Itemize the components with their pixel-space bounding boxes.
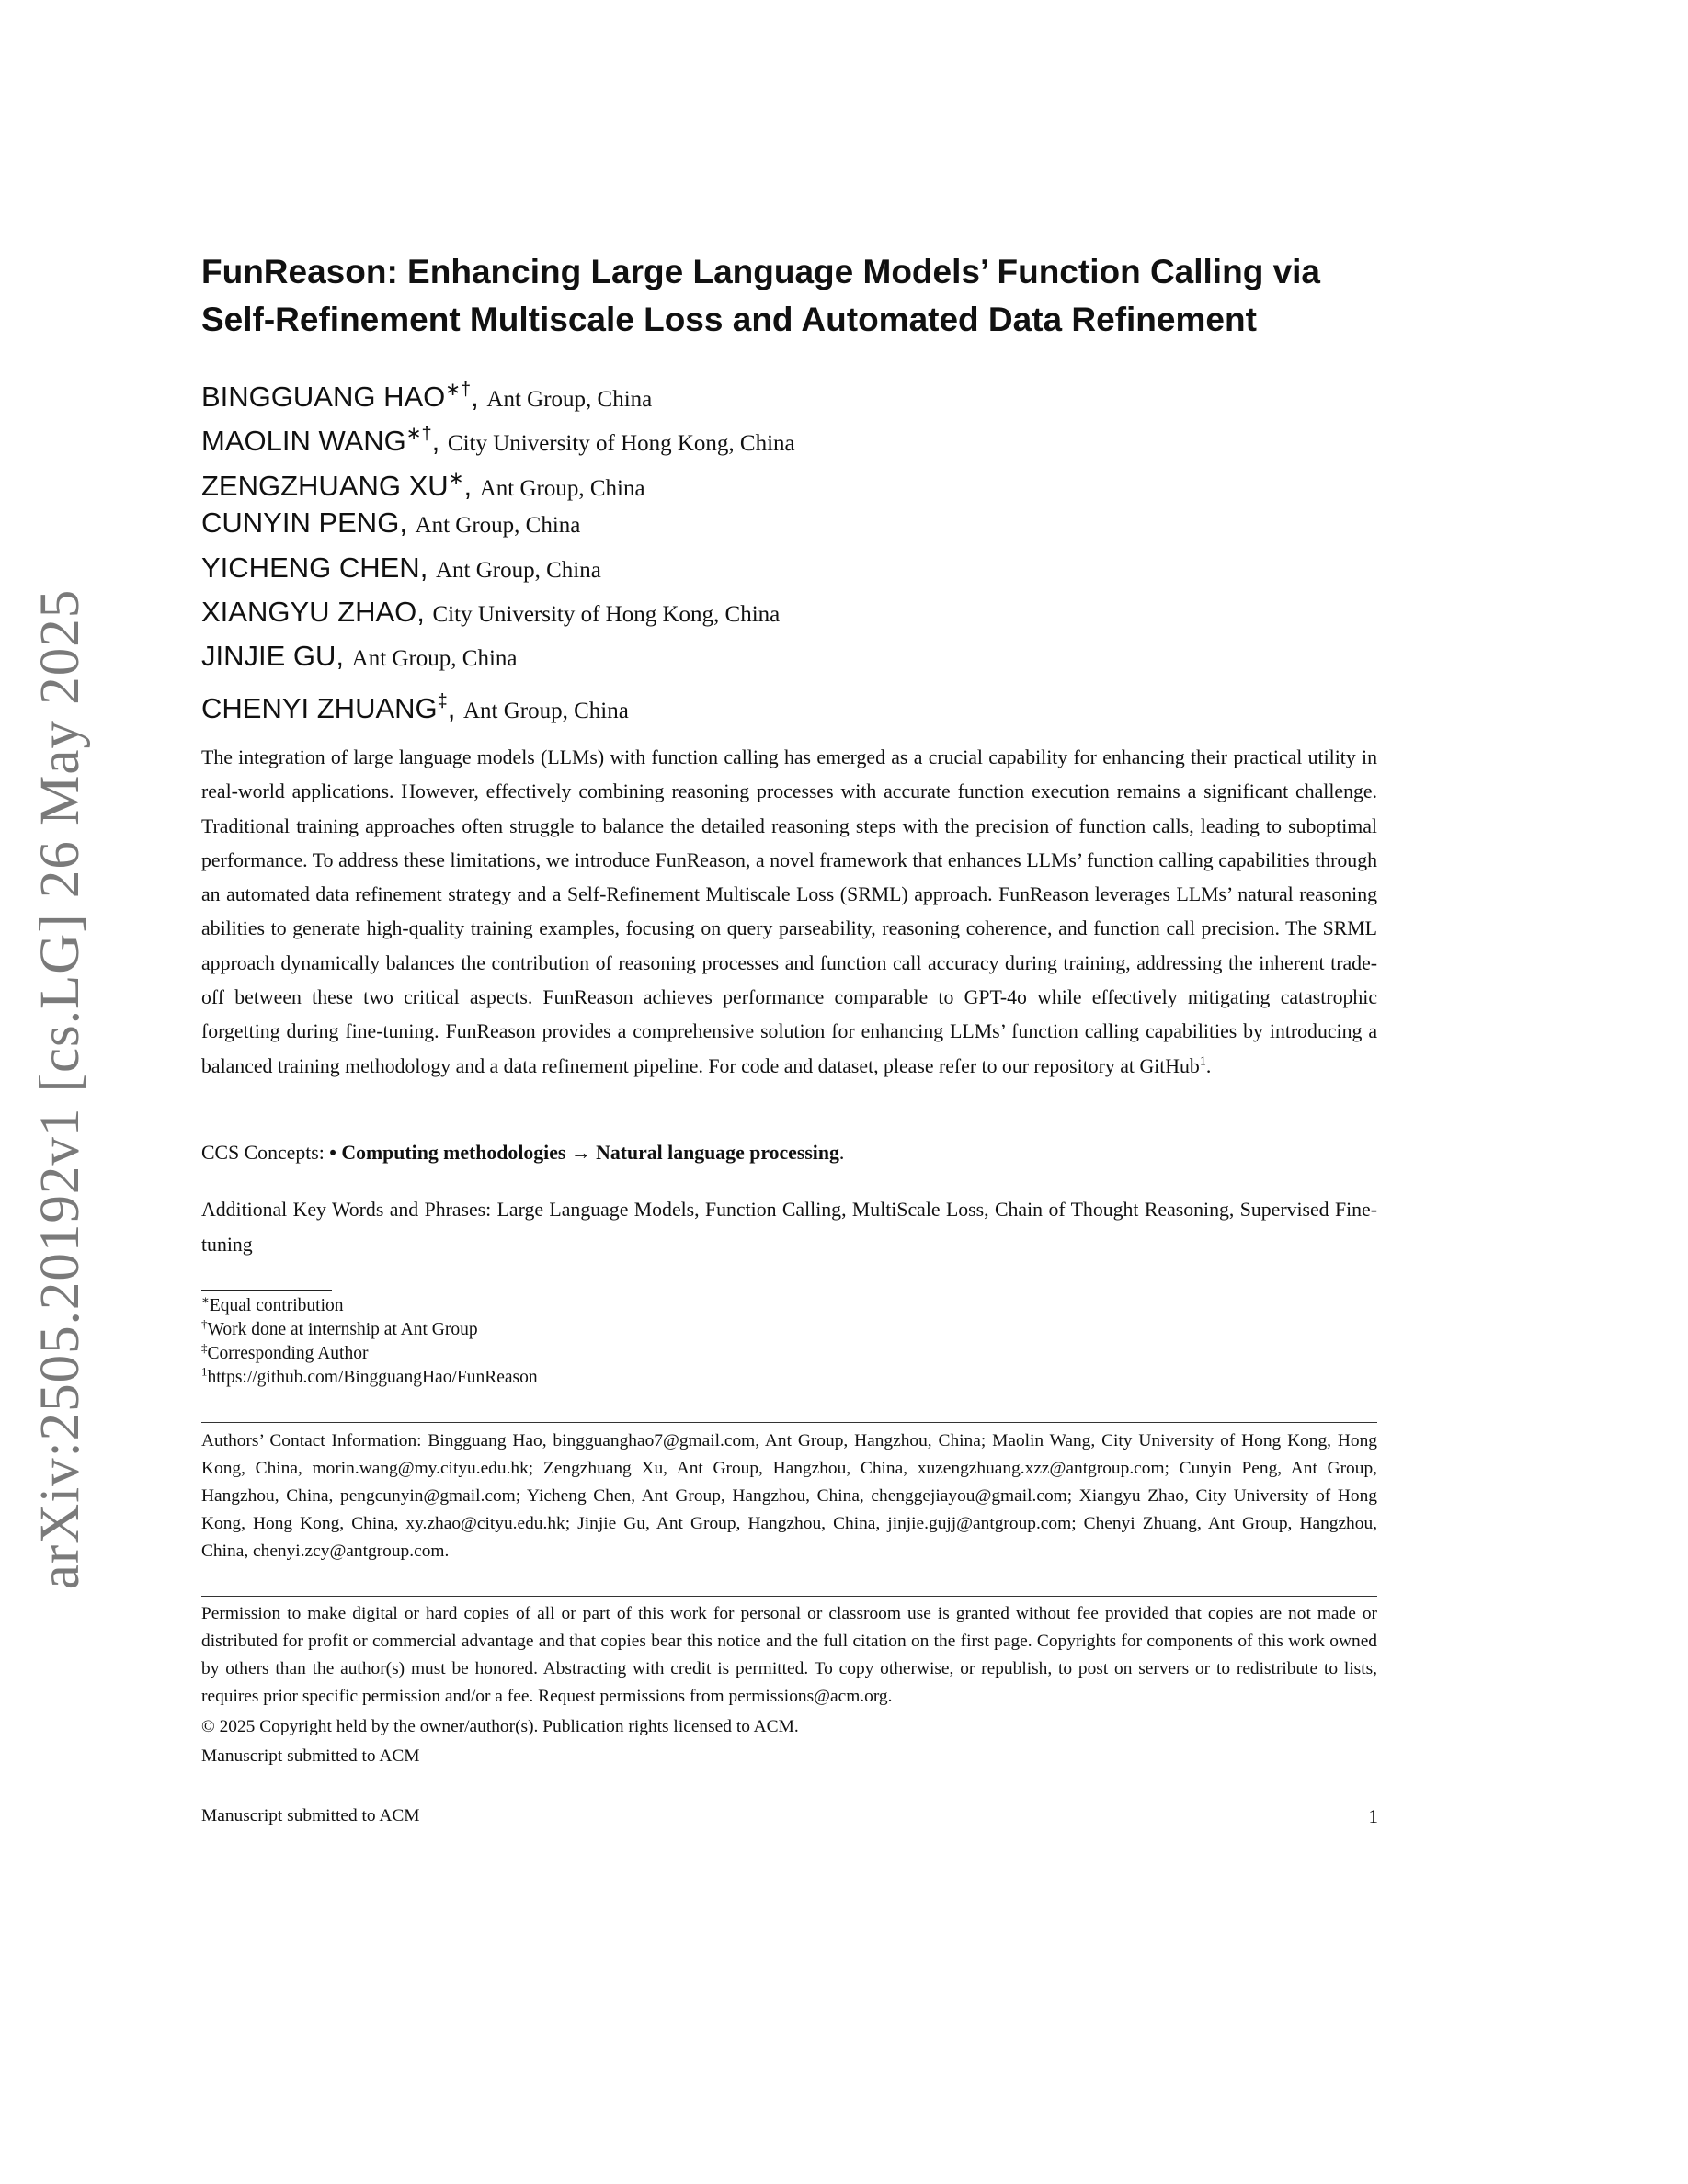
footnote-text: Equal contribution: [209, 1296, 344, 1315]
footnote-item: [201, 1318, 1029, 1342]
author-contact-information: Authors’ Contact Information: Bingguang Hao, bingguanghao7@gmail.com, Ant Group, Hangzhou, China; Maolin Wang, City University of Hong Kong, Hong Kong, China, morin.wang@my.cityu.edu.hk; Zengzhuang Xu, Ant Group, Hangzhou, China, xuzengzhuang.xzz@antgroup.com; Cunyin Peng, Ant Group, Hangzhou, China, pengcunyin@gmail.com; Yicheng Chen, Ant Group, Hangzhou, China, chenggejiayou@gmail.com; Xiangyu Zhao, City University of Hong Kong, Hong Kong, China, xy.zhao@cityu.edu.hk; Jinjie Gu, Ant Group, Hangzhou, China, jinjie.gujj@antgroup.com; Chenyi Zhuang, Ant Group, Hangzhou, China, chenyi.zcy@antgroup.com.: [201, 1431, 1377, 1561]
author-affiliation: City University of Hong Kong, China: [432, 601, 781, 627]
author-marks: ‡: [437, 690, 448, 711]
author-entry: MAOLIN WANG∗†, City University of Hong Kong, China: [201, 424, 795, 458]
author-affiliation: Ant Group, China: [486, 387, 653, 412]
footnote-mark: ‡: [201, 1340, 208, 1355]
abstract-text: The integration of large language models (LLMs) with function calling has emerged as a crucial capability for enhancing their practical utility in real-world applications. However, effectively combining reasoning processes with accurate function execution remains a significant challenge. Traditional training approaches often struggle to balance the detailed reasoning steps with the precision of function calls, leading to suboptimal performance. To address these limitations, we introduce FunReason, a novel framework that enhances LLMs’ function calling capabilities through an automated data refinement strategy and a Self-Refinement Multiscale Loss (SRML) approach. FunReason leverages LLMs’ natural reasoning abilities to generate high-quality training examples, focusing on query parseability, reasoning coherence, and function call precision. The SRML approach dynamically balances the contribution of reasoning processes and function call accuracy during training, addressing the inherent trade-off between these two critical aspects. FunReason achieves performance comparable to GPT-4o while effectively mitigating catastrophic forgetting during fine-tuning. FunReason provides a comprehensive solution for enhancing LLMs’ function calling capabilities by introducing a balanced training methodology and a data refinement pipeline. For code and dataset, please refer to our repository at GitHub: [201, 746, 1377, 1077]
ccs-label: CCS Concepts:: [201, 1142, 330, 1164]
footnote-divider: [201, 1290, 332, 1291]
manuscript-line: Manuscript submitted to ACM: [201, 1746, 420, 1766]
footnote-text: Corresponding Author: [207, 1344, 369, 1363]
author-entry: CUNYIN PENG, Ant Group, China: [201, 506, 581, 540]
paper-title: [201, 248, 1378, 344]
author-list: [201, 368, 1378, 723]
page-number: 1: [1368, 1805, 1378, 1827]
author-affiliation: Ant Group, China: [435, 557, 601, 583]
github-footnote-ref[interactable]: 1: [1199, 1054, 1206, 1069]
arxiv-identifier-stamp: [15, 588, 107, 1590]
author-affiliation: Ant Group, China: [479, 475, 645, 501]
author-entry: ZENGZHUANG XU∗, Ant Group, China: [201, 468, 645, 502]
author-entry: CHENYI ZHUANG‡, Ant Group, China: [201, 690, 629, 724]
contact-divider: [201, 1422, 1377, 1423]
arxiv-stamp-text: arXiv:2505.20192v1 [cs.LG] 26 May 2025: [29, 588, 91, 1590]
ccs-concepts: CCS Concepts: • Computing methodologies → Natural language processing.: [201, 1142, 845, 1164]
page-footer-left: Manuscript submitted to ACM: [201, 1806, 420, 1826]
author-affiliation: Ant Group, China: [463, 698, 629, 723]
author-entry: BINGGUANG HAO∗†, Ant Group, China: [201, 380, 653, 413]
keywords: Additional Key Words and Phrases: Large Language Models, Function Calling, MultiScale Loss, Chain of Thought Reasoning, Supervised Fine-tuning: [201, 1199, 1377, 1256]
author-name: CUNYIN PENG: [201, 506, 400, 540]
github-link[interactable]: https://github.com/BingguangHao/FunReason: [207, 1368, 538, 1387]
author-marks: ∗: [448, 468, 464, 489]
permission-notice: Permission to make digital or hard copies of all or part of this work for personal or classroom use is granted without fee provided that copies are not made or distributed for profit or commercial advantage and that copies bear this notice and the full citation on the first page. Copyrights for components of this work owned by others than the author(s) must be honored. Abstracting with credit is permitted. To copy otherwise, or republish, to post on servers or to redistribute to lists, requires prior specific permission and/or a fee. Request permissions from permissions@acm.org.: [201, 1604, 1377, 1706]
author-name: JINJIE GU: [201, 640, 336, 673]
copyright-block: [201, 1712, 1377, 1771]
author-name: YICHENG CHEN: [201, 551, 420, 584]
abstract: [201, 741, 1377, 1084]
ccs-concept: • Computing methodologies → Natural language processing: [329, 1142, 839, 1164]
author-entry: JINJIE GU, Ant Group, China: [201, 640, 518, 673]
author-entry: YICHENG CHEN, Ant Group, China: [201, 551, 601, 584]
footnote-mark: 1: [201, 1364, 208, 1379]
abstract-end: .: [1205, 1054, 1212, 1077]
permission-divider: [201, 1596, 1377, 1597]
copyright-line: © 2025 Copyright held by the owner/author(s). Publication rights licensed to ACM.: [201, 1717, 799, 1736]
author-marks: ∗†: [445, 380, 472, 400]
footnote-text: Work done at internship at Ant Group: [207, 1320, 478, 1339]
footnote-mark: †: [201, 1316, 208, 1331]
footnotes: [201, 1294, 1029, 1390]
author-name: ZENGZHUANG XU: [201, 469, 449, 502]
footnote-item: [201, 1294, 1029, 1318]
author-name: CHENYI ZHUANG: [201, 691, 438, 724]
author-name: XIANGYU ZHAO: [201, 595, 417, 628]
author-marks: ∗†: [405, 424, 432, 445]
author-entry: XIANGYU ZHAO, City University of Hong Kong, China: [201, 595, 781, 628]
footnote-item: [201, 1366, 1029, 1390]
title-line: FunReason: Enhancing Large Language Models’ Function Calling via: [201, 253, 1321, 290]
author-affiliation: Ant Group, China: [351, 646, 518, 672]
footnote-mark: ∗: [201, 1292, 210, 1307]
author-affiliation: City University of Hong Kong, China: [447, 431, 795, 457]
author-name: MAOLIN WANG: [201, 425, 406, 458]
author-name: BINGGUANG HAO: [201, 381, 446, 413]
author-affiliation: Ant Group, China: [415, 513, 581, 539]
title-line: Self-Refinement Multiscale Loss and Automated Data Refinement: [201, 301, 1257, 338]
footnote-item: [201, 1342, 1029, 1366]
